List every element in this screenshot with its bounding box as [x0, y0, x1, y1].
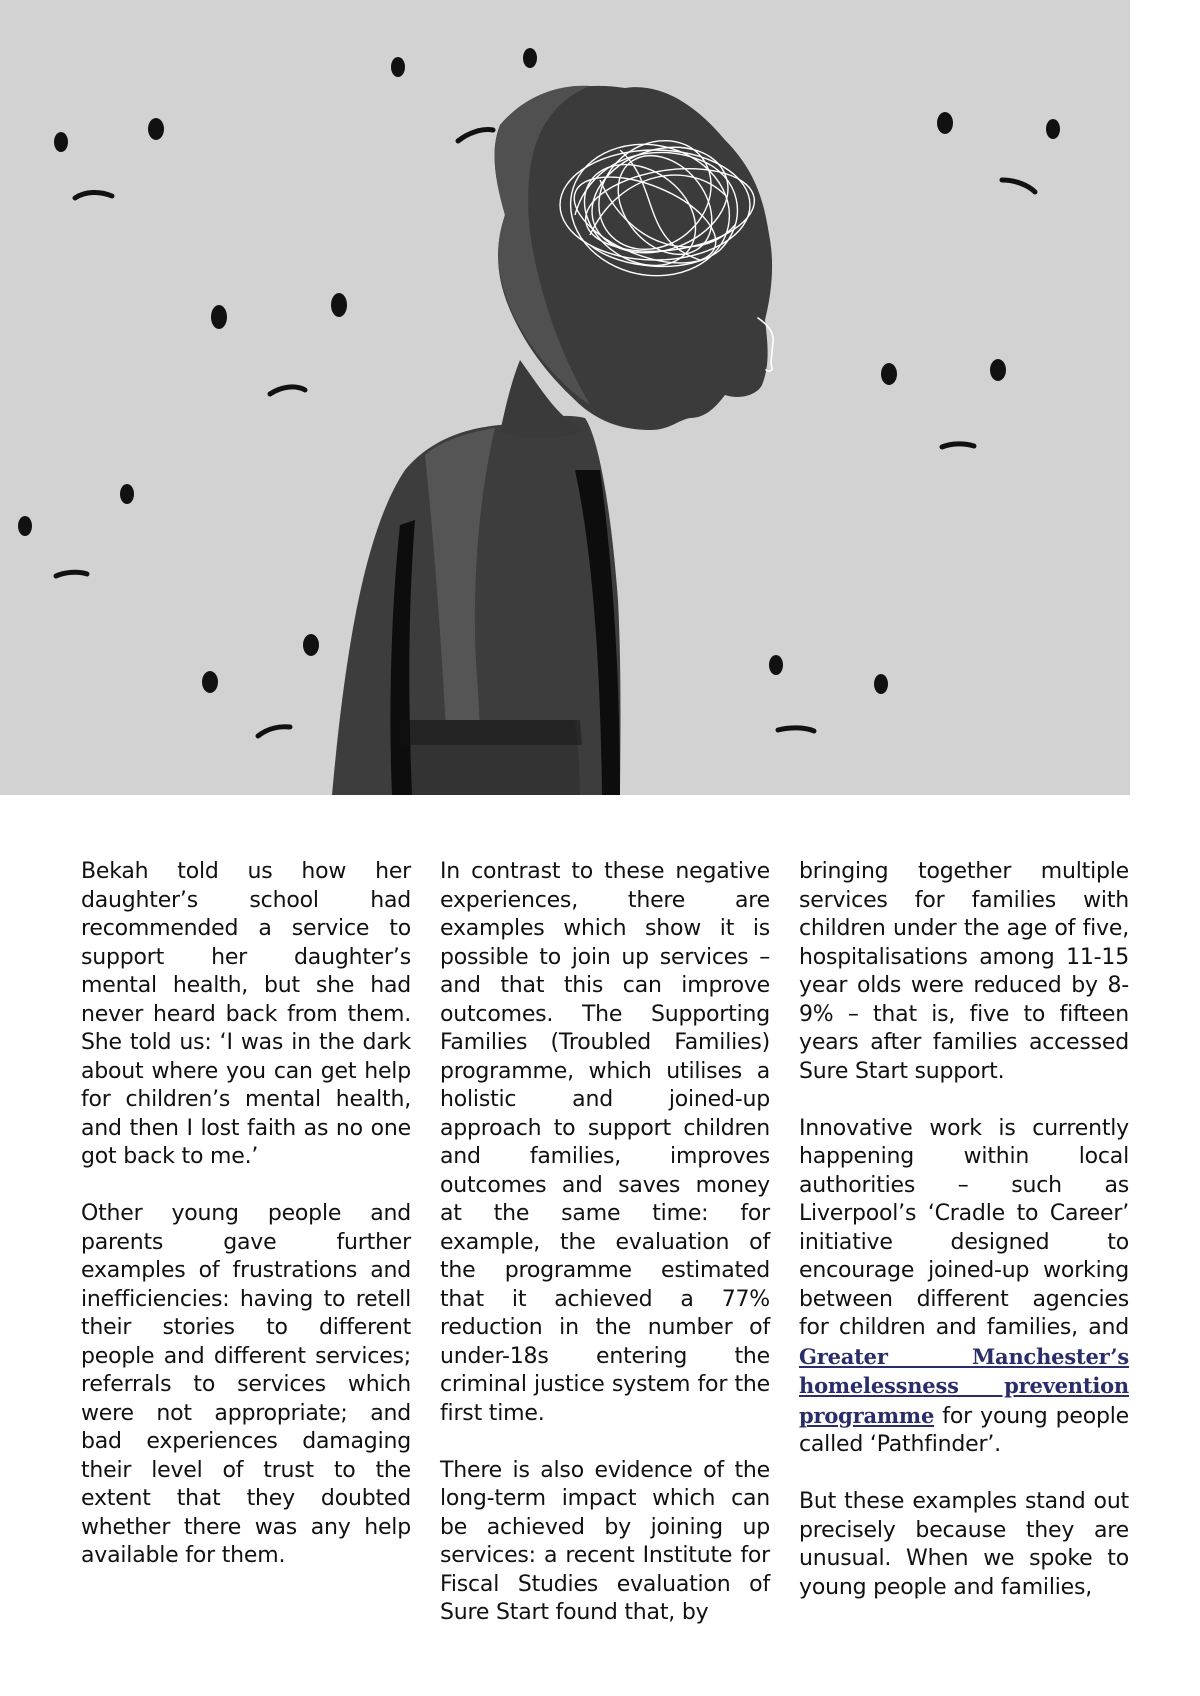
hero-illustration [0, 0, 1130, 795]
pathfinder-text: for young people called ‘Pathfinder’. [799, 1403, 1129, 1457]
paragraph-supporting-families: In contrast to these negative experiences, there are examples which show it is possible to join up services – and that this can improve outcomes. The Supporting Families (Troubled Families) programme, which utilises a holistic and joined-up approach to support children and families, improves outcomes and saves money at the same time: for example, the evaluation of the programme estimated that it achieved a 77% reduction in the number of under-18s entering the criminal justice system for the first time. [440, 859, 770, 1426]
paragraph-frustrations: Other young people and parents gave further examples of frustrations and inefficiencies: having to retell their stories to different people and different services; referrals to services which were not appropriate; and bad experiences damaging their level of trust to the extent that they doubted whether there was any help available for them. [81, 1201, 411, 1568]
paragraph-bekah-story: Bekah told us how her daughter’s school had recommended a service to support her daughter’s mental health, but she had never heard back from them. She told us: ‘I was in the dark about where you can get help for children’s mental health, and then I lost faith as no one got back to me.’ [81, 859, 411, 1169]
article-body [81, 858, 1130, 1628]
text-column-1 [81, 858, 411, 1628]
paragraph-unusual-examples: But these examples stand out precisely because they are unusual. When we spoke to young people and families, [799, 1489, 1129, 1600]
text-column-2 [440, 858, 770, 1628]
greater-manchester-programme-link[interactable]: Greater Manchester’s homelessness prevention programme [799, 1343, 1129, 1428]
figure-shadow-bottom [400, 720, 582, 745]
innovative-work-text: Innovative work is currently happening within local authorities – such as Liverpool’s ‘Cradle to Career’ initiative designed to encourage joined-up working between different agencies for children and families, and [799, 1115, 1129, 1340]
paragraph-innovative-work [799, 1115, 1129, 1460]
bowed-head-figure-illustration [0, 0, 1130, 795]
paragraph-sure-start-evidence: There is also evidence of the long-term impact which can be achieved by joining up services: a recent Institute for Fiscal Studies evaluation of Sure Start found that, by [440, 1457, 770, 1625]
text-column-3 [799, 858, 1129, 1628]
paragraph-sure-start-results: bringing together multiple services for families with children under the age of five, hospitalisations among 11-15 year olds were reduced by 8-9% – that is, five to fifteen years after families accessed Sure Start support. [799, 859, 1129, 1084]
